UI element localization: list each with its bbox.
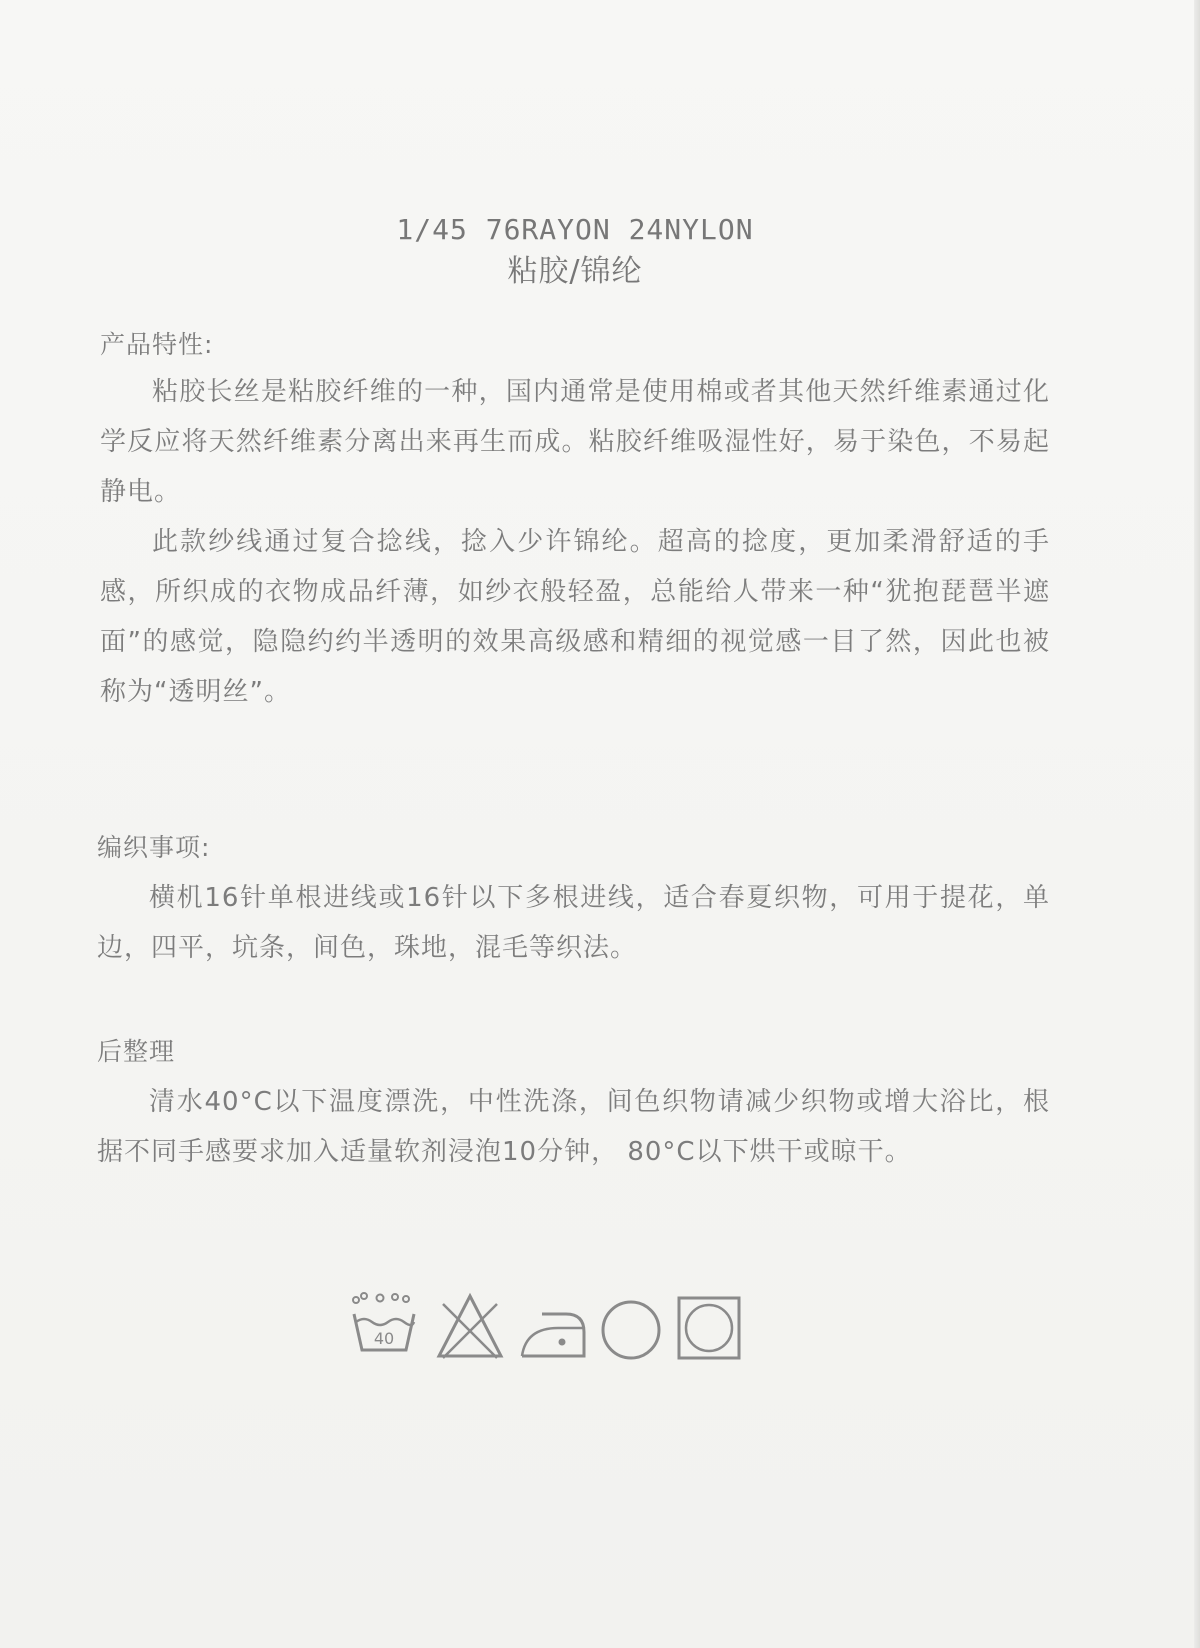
knitting-paragraph-1: 横机16针单根进线或16针以下多根进线，适合春夏织物，可用于提花，单边，四平，坑条，间色，珠地，混毛等织法。 — [97, 883, 1050, 963]
features-paragraph-1: 粘胶长丝是粘胶纤维的一种，国内通常是使用棉或者其他天然纤维素通过化学反应将天然纤维素分离出来再生而成。粘胶纤维吸湿性好，易于染色，不易起静电。 — [100, 377, 1050, 507]
section-features — [100, 325, 1050, 717]
wash-40-icon — [350, 1292, 420, 1362]
wash-temp-label: 40 — [373, 1329, 395, 1348]
finishing-paragraph-1: 清水40°C以下温度漂洗，中性洗涤，间色织物请减少织物或增大浴比，根据不同手感要求加入适量软剂浸泡10分钟， 80°C以下烘干或晾干。 — [97, 1087, 1050, 1167]
paper-edge — [1194, 0, 1200, 1648]
yarn-material-title: 粘胶/锦纶 — [507, 254, 643, 289]
title-block — [0, 210, 1150, 294]
knitting-heading: 编织事项: — [97, 833, 211, 862]
features-heading: 产品特性: — [100, 330, 214, 359]
dry-clean-icon — [596, 1292, 666, 1362]
section-knitting — [97, 828, 1050, 973]
features-paragraph-2: 此款纱线通过复合捻线，捻入少许锦纶。超高的捻度，更加柔滑舒适的手感，所织成的衣物成品纤薄，如纱衣般轻盈，总能给人带来一种“犹抱琵琶半遮面”的感觉，隐隐约约半透明的效果高级感和精细的视觉感一目了然，因此也被称为“透明丝”。 — [100, 527, 1050, 707]
care-symbols — [350, 1292, 750, 1372]
section-finishing — [97, 1032, 1050, 1177]
tumble-dry-icon — [675, 1292, 745, 1362]
yarn-spec-title: 1/45 76RAYON 24NYLON — [396, 213, 754, 246]
finishing-heading: 后整理 — [97, 1037, 176, 1066]
iron-icon — [518, 1292, 588, 1362]
no-bleach-icon — [435, 1292, 505, 1362]
